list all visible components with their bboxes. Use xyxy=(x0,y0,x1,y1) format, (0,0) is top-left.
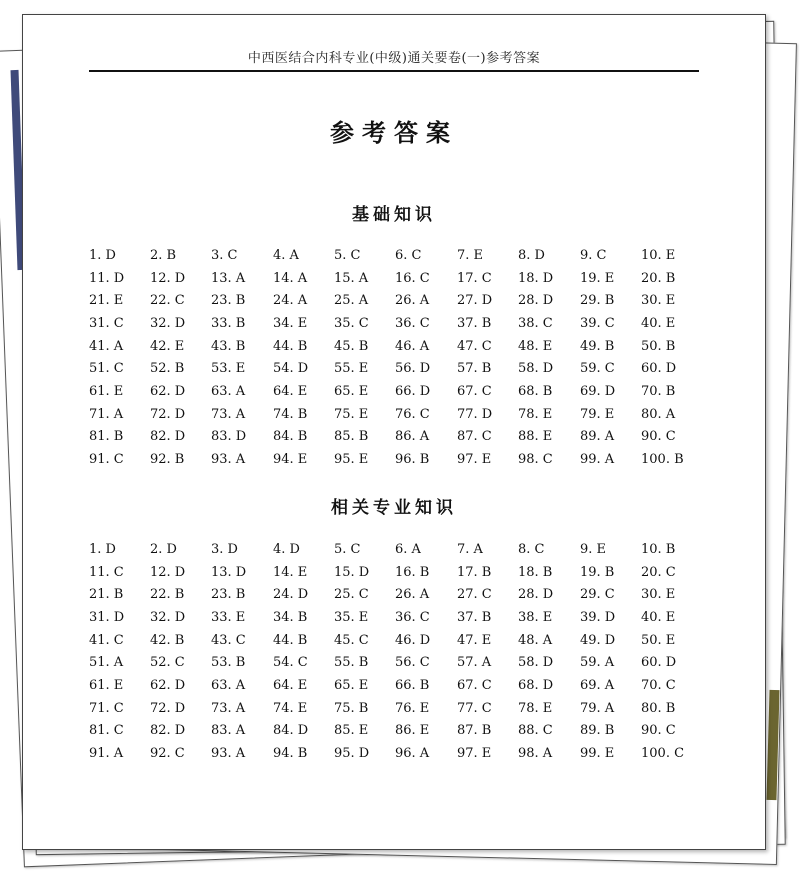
answer-item: 81. C xyxy=(89,723,124,739)
answer-item: 33. E xyxy=(211,609,246,625)
answer-item: 70. B xyxy=(641,383,676,399)
answer-item: 24. A xyxy=(273,293,308,309)
answer-grid-related xyxy=(89,538,709,765)
answer-item: 53. E xyxy=(211,361,246,377)
answer-row xyxy=(89,742,709,765)
answer-item: 27. C xyxy=(457,587,492,603)
answer-item: 70. C xyxy=(641,677,676,693)
answer-row xyxy=(89,720,709,743)
answer-row xyxy=(89,561,709,584)
answer-item: 8. C xyxy=(518,541,545,557)
answer-item: 78. E xyxy=(518,700,553,716)
answer-item: 88. E xyxy=(518,429,553,445)
answer-item: 80. B xyxy=(641,700,676,716)
answer-item: 68. B xyxy=(518,383,553,399)
answer-row xyxy=(89,267,709,290)
answer-row xyxy=(89,629,709,652)
answer-page xyxy=(22,14,766,850)
answer-item: 94. B xyxy=(273,746,308,762)
answer-item: 6. A xyxy=(395,541,421,557)
answer-item: 12. D xyxy=(150,270,186,286)
answer-item: 89. B xyxy=(580,723,615,739)
answer-item: 42. E xyxy=(150,338,185,354)
answer-item: 43. B xyxy=(211,338,246,354)
answer-item: 59. C xyxy=(580,361,615,377)
answer-item: 12. D xyxy=(150,564,186,580)
answer-row xyxy=(89,357,709,380)
answer-item: 67. C xyxy=(457,383,492,399)
answer-item: 52. C xyxy=(150,655,185,671)
answer-item: 90. C xyxy=(641,429,676,445)
answer-item: 35. C xyxy=(334,315,369,331)
answer-item: 21. B xyxy=(89,587,124,603)
answer-item: 100. C xyxy=(641,746,685,762)
answer-grid-basic xyxy=(89,244,709,471)
answer-row xyxy=(89,606,709,629)
answer-item: 99. E xyxy=(580,746,615,762)
answer-item: 68. D xyxy=(518,677,554,693)
answer-item: 47. C xyxy=(457,338,492,354)
answer-item: 10. E xyxy=(641,247,676,263)
answer-item: 29. C xyxy=(580,587,615,603)
answer-item: 49. D xyxy=(580,632,616,648)
answer-item: 36. C xyxy=(395,609,430,625)
answer-item: 93. A xyxy=(211,746,246,762)
answer-item: 62. D xyxy=(150,677,186,693)
answer-item: 38. E xyxy=(518,609,553,625)
answer-item: 84. D xyxy=(273,723,309,739)
answer-item: 85. B xyxy=(334,429,369,445)
answer-item: 53. B xyxy=(211,655,246,671)
answer-row xyxy=(89,674,709,697)
answer-item: 96. A xyxy=(395,746,430,762)
answer-item: 16. C xyxy=(395,270,430,286)
answer-item: 75. E xyxy=(334,406,369,422)
answer-item: 4. D xyxy=(273,541,300,557)
answer-item: 88. C xyxy=(518,723,553,739)
answer-item: 25. C xyxy=(334,587,369,603)
answer-item: 65. E xyxy=(334,677,369,693)
answer-item: 81. B xyxy=(89,429,124,445)
answer-item: 17. B xyxy=(457,564,492,580)
answer-item: 65. E xyxy=(334,383,369,399)
answer-item: 71. C xyxy=(89,700,124,716)
answer-item: 48. E xyxy=(518,338,553,354)
answer-item: 5. C xyxy=(334,247,361,263)
answer-item: 98. A xyxy=(518,746,553,762)
answer-item: 83. D xyxy=(211,429,247,445)
answer-row xyxy=(89,335,709,358)
answer-item: 62. D xyxy=(150,383,186,399)
answer-item: 30. E xyxy=(641,293,676,309)
answer-item: 97. E xyxy=(457,452,492,468)
answer-item: 45. B xyxy=(334,338,369,354)
answer-item: 95. E xyxy=(334,452,369,468)
answer-item: 79. E xyxy=(580,406,615,422)
answer-row xyxy=(89,380,709,403)
answer-item: 3. C xyxy=(211,247,238,263)
answer-item: 96. B xyxy=(395,452,430,468)
answer-item: 36. C xyxy=(395,315,430,331)
answer-item: 67. C xyxy=(457,677,492,693)
answer-item: 93. A xyxy=(211,452,246,468)
answer-item: 69. A xyxy=(580,677,615,693)
answer-row xyxy=(89,289,709,312)
answer-item: 6. C xyxy=(395,247,422,263)
answer-item: 59. A xyxy=(580,655,615,671)
answer-item: 26. A xyxy=(395,293,430,309)
answer-item: 44. B xyxy=(273,632,308,648)
answer-item: 47. E xyxy=(457,632,492,648)
answer-item: 58. D xyxy=(518,655,554,671)
answer-item: 33. B xyxy=(211,315,246,331)
answer-item: 8. D xyxy=(518,247,545,263)
answer-item: 25. A xyxy=(334,293,369,309)
answer-item: 21. E xyxy=(89,293,124,309)
answer-item: 19. B xyxy=(580,564,615,580)
answer-item: 51. C xyxy=(89,361,124,377)
section-title-related: 相关专业知识 xyxy=(331,498,457,518)
answer-item: 64. E xyxy=(273,383,308,399)
answer-item: 24. D xyxy=(273,587,309,603)
answer-item: 29. B xyxy=(580,293,615,309)
answer-item: 99. A xyxy=(580,452,615,468)
answer-row xyxy=(89,244,709,267)
answer-item: 26. A xyxy=(395,587,430,603)
answer-item: 46. A xyxy=(395,338,430,354)
answer-item: 50. B xyxy=(641,338,676,354)
answer-item: 82. D xyxy=(150,723,186,739)
answer-item: 40. E xyxy=(641,609,676,625)
answer-item: 18. B xyxy=(518,564,553,580)
answer-item: 17. C xyxy=(457,270,492,286)
answer-item: 55. B xyxy=(334,655,369,671)
answer-item: 5. C xyxy=(334,541,361,557)
running-header: 中西医结合内科专业(中级)通关要卷(一)参考答案 xyxy=(247,51,541,66)
answer-row xyxy=(89,448,709,471)
answer-item: 89. A xyxy=(580,429,615,445)
answer-item: 30. E xyxy=(641,587,676,603)
answer-item: 57. B xyxy=(457,361,492,377)
answer-item: 38. C xyxy=(518,315,553,331)
answer-item: 34. E xyxy=(273,315,308,331)
answer-item: 42. B xyxy=(150,632,185,648)
answer-item: 77. C xyxy=(457,700,492,716)
answer-item: 39. C xyxy=(580,315,615,331)
answer-item: 20. B xyxy=(641,270,676,286)
answer-item: 92. C xyxy=(150,746,185,762)
answer-item: 64. E xyxy=(273,677,308,693)
answer-item: 91. C xyxy=(89,452,124,468)
answer-item: 48. A xyxy=(518,632,553,648)
answer-item: 60. D xyxy=(641,361,677,377)
answer-item: 58. D xyxy=(518,361,554,377)
page-title: 参考答案 xyxy=(330,118,458,147)
answer-item: 50. E xyxy=(641,632,676,648)
answer-item: 80. A xyxy=(641,406,676,422)
answer-item: 90. C xyxy=(641,723,676,739)
answer-item: 14. A xyxy=(273,270,308,286)
answer-item: 31. D xyxy=(89,609,125,625)
answer-row xyxy=(89,312,709,335)
answer-item: 85. E xyxy=(334,723,369,739)
answer-item: 100. B xyxy=(641,452,684,468)
answer-item: 83. A xyxy=(211,723,246,739)
answer-item: 46. D xyxy=(395,632,431,648)
section-title-basic: 基础知识 xyxy=(352,205,436,225)
answer-row xyxy=(89,403,709,426)
answer-item: 22. B xyxy=(150,587,185,603)
answer-item: 39. D xyxy=(580,609,616,625)
answer-item: 66. D xyxy=(395,383,431,399)
answer-row xyxy=(89,697,709,720)
answer-item: 72. D xyxy=(150,406,186,422)
answer-item: 11. C xyxy=(89,564,124,580)
answer-item: 94. E xyxy=(273,452,308,468)
answer-item: 43. C xyxy=(211,632,246,648)
answer-item: 63. A xyxy=(211,677,246,693)
answer-item: 77. D xyxy=(457,406,493,422)
answer-row xyxy=(89,538,709,561)
answer-item: 28. D xyxy=(518,587,554,603)
answer-item: 32. D xyxy=(150,609,186,625)
answer-item: 49. B xyxy=(580,338,615,354)
answer-item: 91. A xyxy=(89,746,124,762)
answer-item: 15. D xyxy=(334,564,370,580)
answer-item: 60. D xyxy=(641,655,677,671)
answer-item: 13. A xyxy=(211,270,246,286)
answer-item: 1. D xyxy=(89,247,116,263)
answer-item: 92. B xyxy=(150,452,185,468)
answer-item: 55. E xyxy=(334,361,369,377)
answer-item: 44. B xyxy=(273,338,308,354)
answer-item: 75. B xyxy=(334,700,369,716)
answer-item: 35. E xyxy=(334,609,369,625)
answer-item: 23. B xyxy=(211,293,246,309)
answer-item: 1. D xyxy=(89,541,116,557)
answer-item: 15. A xyxy=(334,270,369,286)
answer-item: 41. C xyxy=(89,632,124,648)
answer-item: 19. E xyxy=(580,270,615,286)
answer-item: 54. C xyxy=(273,655,308,671)
answer-item: 34. B xyxy=(273,609,308,625)
header-rule xyxy=(89,70,699,72)
answer-item: 13. D xyxy=(211,564,247,580)
answer-item: 40. E xyxy=(641,315,676,331)
answer-item: 73. A xyxy=(211,700,246,716)
answer-item: 71. A xyxy=(89,406,124,422)
answer-item: 2. D xyxy=(150,541,177,557)
answer-item: 7. A xyxy=(457,541,483,557)
answer-item: 27. D xyxy=(457,293,493,309)
answer-item: 41. A xyxy=(89,338,124,354)
answer-item: 78. E xyxy=(518,406,553,422)
answer-item: 76. E xyxy=(395,700,430,716)
answer-item: 57. A xyxy=(457,655,492,671)
answer-item: 97. E xyxy=(457,746,492,762)
answer-item: 56. C xyxy=(395,655,430,671)
answer-item: 86. A xyxy=(395,429,430,445)
answer-item: 86. E xyxy=(395,723,430,739)
answer-item: 76. C xyxy=(395,406,430,422)
answer-item: 9. E xyxy=(580,541,607,557)
answer-row xyxy=(89,426,709,449)
answer-item: 52. B xyxy=(150,361,185,377)
answer-item: 87. B xyxy=(457,723,492,739)
answer-item: 73. A xyxy=(211,406,246,422)
answer-item: 7. E xyxy=(457,247,484,263)
answer-item: 66. B xyxy=(395,677,430,693)
answer-item: 11. D xyxy=(89,270,125,286)
answer-item: 37. B xyxy=(457,315,492,331)
answer-row xyxy=(89,651,709,674)
answer-item: 37. B xyxy=(457,609,492,625)
answer-item: 98. C xyxy=(518,452,553,468)
answer-item: 69. D xyxy=(580,383,616,399)
answer-item: 61. E xyxy=(89,383,124,399)
answer-item: 14. E xyxy=(273,564,308,580)
answer-item: 3. D xyxy=(211,541,238,557)
answer-item: 20. C xyxy=(641,564,676,580)
answer-item: 72. D xyxy=(150,700,186,716)
answer-item: 9. C xyxy=(580,247,607,263)
answer-item: 23. B xyxy=(211,587,246,603)
answer-item: 82. D xyxy=(150,429,186,445)
answer-item: 32. D xyxy=(150,315,186,331)
answer-item: 51. A xyxy=(89,655,124,671)
answer-item: 4. A xyxy=(273,247,299,263)
answer-row xyxy=(89,583,709,606)
answer-item: 54. D xyxy=(273,361,309,377)
answer-item: 74. E xyxy=(273,700,308,716)
answer-item: 87. C xyxy=(457,429,492,445)
answer-item: 28. D xyxy=(518,293,554,309)
answer-item: 10. B xyxy=(641,541,676,557)
answer-item: 74. B xyxy=(273,406,308,422)
answer-item: 84. B xyxy=(273,429,308,445)
answer-item: 79. A xyxy=(580,700,615,716)
answer-item: 45. C xyxy=(334,632,369,648)
answer-item: 63. A xyxy=(211,383,246,399)
answer-item: 16. B xyxy=(395,564,430,580)
answer-item: 22. C xyxy=(150,293,185,309)
answer-item: 56. D xyxy=(395,361,431,377)
answer-item: 61. E xyxy=(89,677,124,693)
answer-item: 95. D xyxy=(334,746,370,762)
answer-item: 18. D xyxy=(518,270,554,286)
answer-item: 31. C xyxy=(89,315,124,331)
answer-item: 2. B xyxy=(150,247,177,263)
